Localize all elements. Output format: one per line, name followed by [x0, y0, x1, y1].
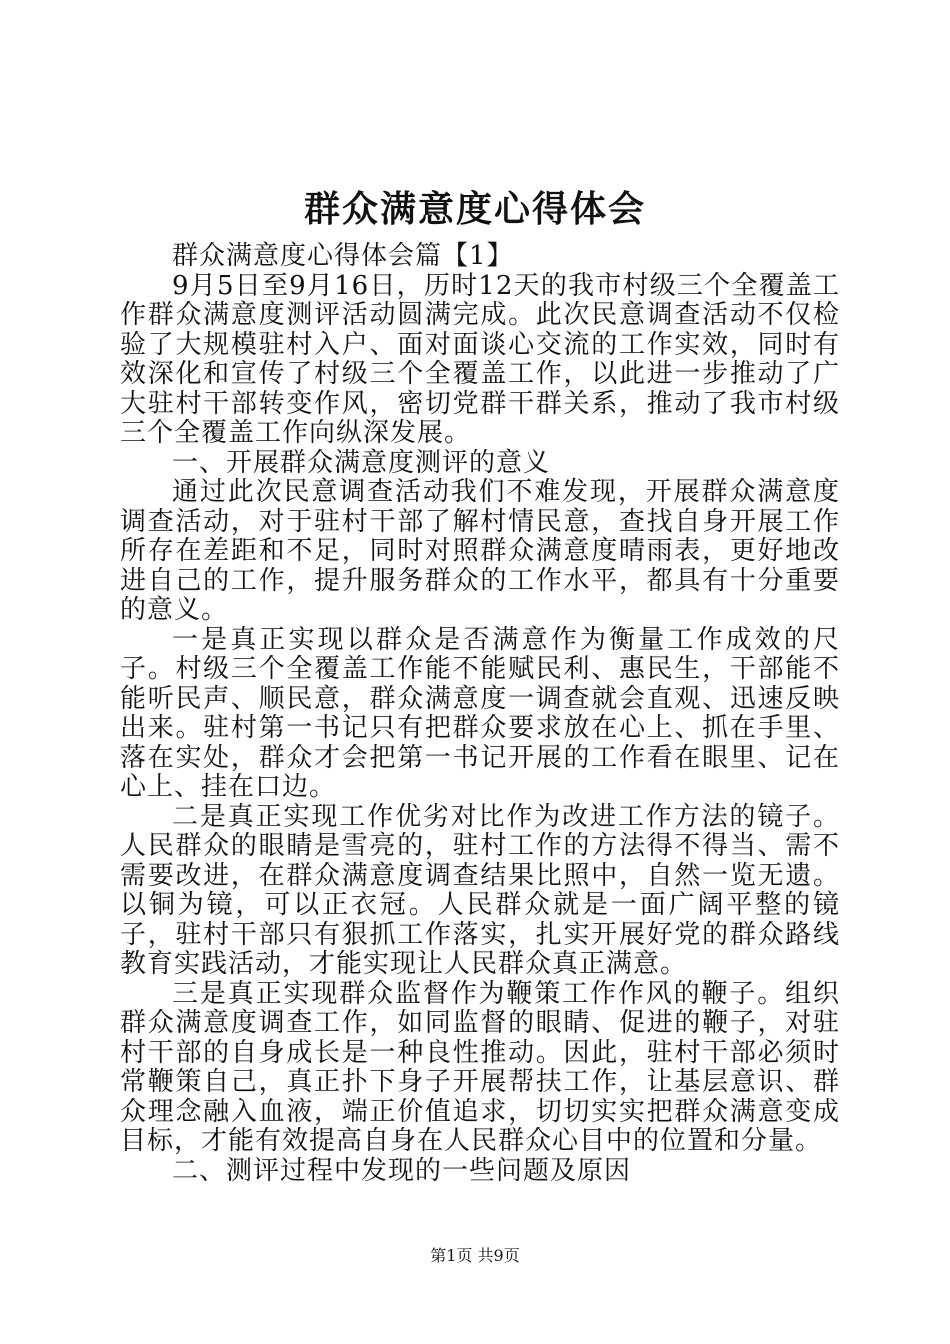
paragraph-point-two: 二是真正实现工作优劣对比作为改进工作方法的镜子。人民群众的眼睛是雪亮的，驻村工作的方法得不得当、需不需要改进，在群众满意度调查结果比照中，自然一览无遗。以铜为镜，可以正衣冠。人民群众就是一面广阔平整的镜子，驻村干部只有狠抓工作落实，扎实开展好党的群众路线教育实践活动，才能实现让人民群众真正满意。 — [120, 801, 840, 979]
paragraph-significance: 通过此次民意调查活动我们不难发现，开展群众满意度调查活动，对于驻村干部了解村情民意，查找自身开展工作所存在差距和不足，同时对照群众满意度晴雨表，更好地改进自己的工作，提升服务群众的工作水平，都具有十分重要的意义。 — [120, 477, 840, 625]
paragraph-point-three: 三是真正实现群众监督作为鞭策工作作风的鞭子。组织群众满意度调查工作，如同监督的眼睛、促进的鞭子，对驻村干部的自身成长是一种良性推动。因此，驻村干部必须时常鞭策自己，真正扑下身子开展帮扶工作，让基层意识、群众理念融入血液，端正价值追求，切切实实把群众满意变成目标，才能有效提高自身在人民群众心目中的位置和分量。 — [120, 978, 840, 1156]
document-body — [120, 242, 840, 1186]
paragraph-intro: 9月5日至9月16日，历时12天的我市村级三个全覆盖工作群众满意度测评活动圆满完成。此次民意调查活动不仅检验了大规模驻村入户、面对面谈心交流的工作实效，同时有效深化和宣传了村级三个全覆盖工作，以此进一步推动了广大驻村干部转变作风，密切党群干群关系，推动了我市村级三个全覆盖工作向纵深发展。 — [120, 270, 840, 448]
heading-significance: 一、开展群众满意度测评的意义 — [172, 447, 551, 478]
heading-problems: 二、测评过程中发现的一些问题及原因 — [172, 1155, 632, 1186]
page-footer: 第1页 共9页 — [430, 1246, 520, 1265]
section-subtitle: 群众满意度心得体会篇【1】 — [172, 241, 514, 271]
paragraph-point-one: 一是真正实现以群众是否满意作为衡量工作成效的尺子。村级三个全覆盖工作能不能赋民利、惠民生，干部能不能听民声、顺民意，群众满意度一调查就会直观、迅速反映出来。驻村第一书记只有把群众要求放在心上、抓在手里、落在实处，群众才会把第一书记开展的工作看在眼里、记在心上、挂在口边。 — [120, 624, 840, 802]
document-title: 群众满意度心得体会 — [303, 188, 646, 230]
